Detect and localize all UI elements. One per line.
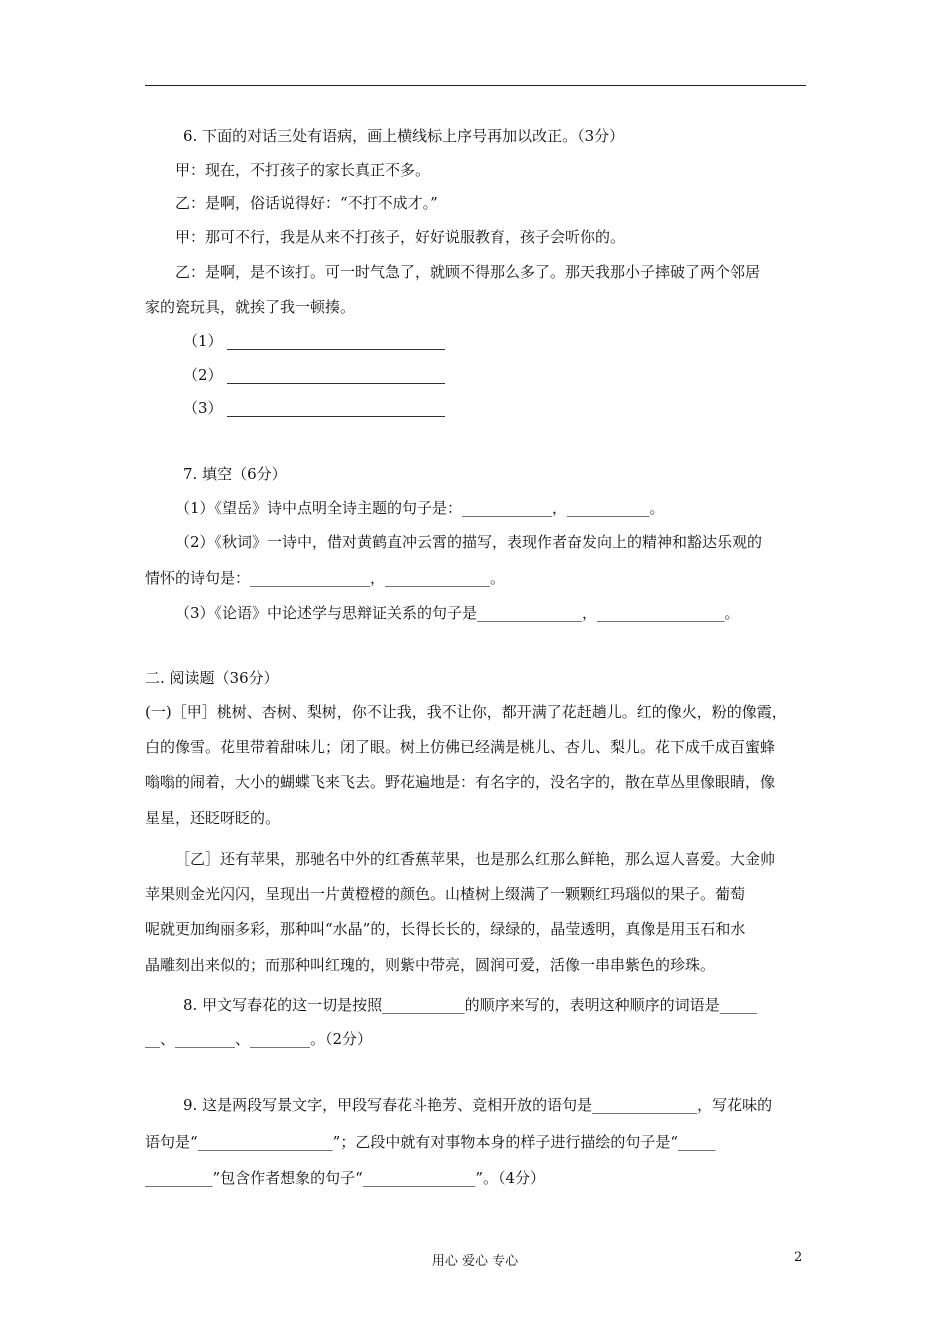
q9-line: _________”包含作者想象的句子“_______________”。（4分） xyxy=(145,1169,546,1187)
q9-line: 语句是“__________________”；乙段中就有对事物本身的样子进行描绘的句子是“_____ xyxy=(145,1133,716,1151)
q8-line: 8. 甲文写春花的这一切是按照___________的顺序来写的，表明这种顺序的词语是_____ xyxy=(183,996,758,1014)
q6-dialogue-line: 乙：是啊，俗话说得好：“不打不成才。” xyxy=(175,194,438,212)
q8-line: __、________、________。（2分） xyxy=(145,1030,373,1048)
answer-blank[interactable] xyxy=(227,369,445,384)
q6-answer-row xyxy=(183,331,445,351)
q6-dialogue-line: 甲：现在，不打孩子的家长真正不多。 xyxy=(175,161,431,179)
passage-b-line: ［乙］还有苹果，那驰名中外的红香蕉苹果，也是那么红那么鲜艳，那么逗人喜爱。大金帅 xyxy=(175,850,776,868)
q6-dialogue-line: 家的瓷玩具，就挨了我一顿揍。 xyxy=(145,298,356,316)
q7-item: 情怀的诗句是：________________，______________。 xyxy=(145,569,506,587)
answer-blank[interactable] xyxy=(227,335,445,350)
page-number: 2 xyxy=(794,1250,803,1265)
q6-dialogue-line: 甲：那可不行，我是从来不打孩子，好好说服教育，孩子会听你的。 xyxy=(175,228,626,246)
answer-blank[interactable] xyxy=(227,402,445,417)
q7-prompt: 7. 填空（6分） xyxy=(183,465,287,483)
passage-a-line: 白的像雪。花里带着甜味儿；闭了眼。树上仿佛已经满是桃儿、杏儿、梨儿。花下成千成百蜜蜂 xyxy=(145,738,776,756)
q6-dialogue-line: 乙：是啊，是不该打。可一时气急了，就顾不得那么多了。那天我那小子摔破了两个邻居 xyxy=(175,263,761,281)
passage-b-line: 苹果则金光闪闪，呈现出一片黄橙橙的颜色。山楂树上缀满了一颗颗红玛瑙似的果子。葡萄 xyxy=(145,885,746,903)
q6-answer-row xyxy=(183,398,445,418)
q9-line: 9. 这是两段写景文字，甲段写春花斗艳芳、竞相开放的语句是______________，写花味的 xyxy=(183,1096,773,1114)
q6-answer-row xyxy=(183,365,445,385)
q7-item: （1）《望岳》诗中点明全诗主题的句子是：____________，___________。 xyxy=(175,499,665,517)
q6-answer-number: （1） xyxy=(183,332,223,350)
header-rule xyxy=(145,85,806,86)
q6-prompt: 6. 下面的对话三处有语病，画上横线标上序号再加以改正。（3分） xyxy=(183,127,625,145)
passage-a-line: (一)［甲］桃树、杏树、梨树，你不让我，我不让你，都开满了花赶趟儿。红的像火，粉的像霞， xyxy=(145,703,787,721)
q7-item: （3）《论语》中论述学与思辩证关系的句子是______________，_________________。 xyxy=(175,604,740,622)
q6-answer-number: （3） xyxy=(183,399,223,417)
passage-b-line: 晶雕刻出来似的；而那种叫红瑰的，则紫中带亮，圆润可爱，活像一串串紫色的珍珠。 xyxy=(145,956,716,974)
footer-motto: 用心 爱心 专心 xyxy=(431,1254,519,1269)
passage-a-line: 嗡嗡的闹着，大小的蝴蝶飞来飞去。野花遍地是：有名字的，没名字的，散在草丛里像眼睛，像 xyxy=(145,773,776,791)
passage-a-line: 星星，还眨呀眨的。 xyxy=(145,809,281,827)
q7-item: （2）《秋词》一诗中，借对黄鹤直冲云霄的描写，表现作者奋发向上的精神和豁达乐观的 xyxy=(175,533,763,551)
section-heading: 二. 阅读题（36分） xyxy=(145,669,279,687)
passage-b-line: 呢就更加绚丽多彩，那种叫“水晶”的，长得长长的，绿绿的，晶莹透明，真像是用玉石和水 xyxy=(145,920,746,938)
q6-answer-number: （2） xyxy=(183,366,223,384)
